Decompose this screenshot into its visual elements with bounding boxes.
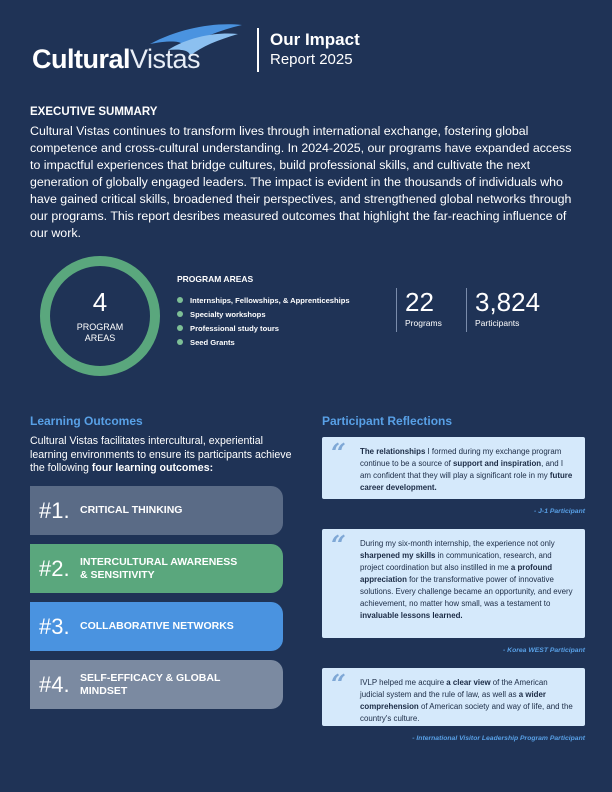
- stat-divider: [466, 288, 467, 332]
- quote-bold: invaluable lessons learned.: [360, 611, 463, 620]
- outcome-label: [80, 504, 182, 517]
- executive-summary-body: Cultural Vistas continues to transform lives through international exchange, fostering global competence and cross-cultural understanding. In 2024-2025, our programs have expanded access to impactful experiences that bridge cultures, build professional skills, and cultivate the next generation of globally engaged leaders. The impact is evident in the thousands of individuals who have gained critical skills, broadened their perspectives, and strengthened global networks through our programs. This report desribes measured outcomes that highlight the far-reaching influence of our work.: [30, 124, 572, 240]
- learning-outcomes-intro: [30, 435, 292, 476]
- participant-reflections-heading: Participant Reflections: [322, 414, 453, 428]
- list-item: [177, 335, 350, 349]
- quote-span: of American society and way of life, and the country's culture.: [360, 702, 573, 723]
- list-item: [177, 307, 350, 321]
- quote-span: During my six-month internship, the experience not only: [360, 539, 555, 548]
- quote-mark-icon: “: [331, 531, 346, 561]
- outcome-label-line1: CRITICAL THINKING: [80, 504, 183, 516]
- outcome-card-1: [30, 486, 283, 535]
- bullet-dot-icon: [177, 339, 183, 345]
- quote-bold: a profound appreciation: [360, 563, 553, 584]
- stat-participants-value: 3,824: [475, 287, 541, 317]
- intro-bold-text: four learning outcomes:: [91, 462, 214, 474]
- quote-bold: a wider comprehension: [360, 690, 546, 711]
- quote-attribution-2: - Korea WEST Participant: [503, 647, 585, 654]
- outcome-number: #3.: [39, 613, 70, 639]
- quote-bold: The relationships: [360, 447, 426, 456]
- ring-label-line1: PROGRAM: [76, 322, 124, 332]
- outcome-number: #4.: [39, 671, 70, 697]
- outcome-label-line1: INTERCULTURAL AWARENESS: [80, 555, 238, 568]
- list-item: [177, 293, 350, 307]
- quote-box-1: [322, 437, 585, 499]
- stat-programs-label: Programs: [405, 318, 442, 328]
- outcome-label-line2: & SENSITIVITY: [80, 568, 155, 581]
- header-divider: [257, 28, 259, 72]
- outcome-number: #2.: [39, 555, 70, 581]
- program-area-label: Seed Grants: [190, 337, 235, 347]
- quote-attribution-1: - J-1 Participant: [534, 508, 585, 515]
- logo-word-cultural: Cultural: [32, 44, 131, 74]
- program-area-label: Specialty workshops: [190, 309, 266, 319]
- outcome-label: [80, 620, 234, 633]
- quote-text: [360, 677, 573, 725]
- cultural-vistas-logo: [30, 22, 250, 77]
- outcome-card-2: [30, 544, 283, 593]
- learning-outcomes-heading: Learning Outcomes: [30, 414, 143, 428]
- quote-text: [360, 446, 573, 494]
- quote-span: of the American judicial system and the rule of law, as well as: [360, 678, 548, 699]
- quote-span: I formed during my exchange program continue to be a source of: [360, 447, 562, 468]
- quote-bold: support and inspiration: [453, 459, 542, 468]
- ring-label-line2: AREAS: [84, 333, 116, 343]
- quote-bold: a clear view: [446, 678, 491, 687]
- bullet-dot-icon: [177, 325, 183, 331]
- bullet-dot-icon: [177, 311, 183, 317]
- ring-label: [50, 322, 150, 344]
- quote-attribution-3: - International Visitor Leadership Program Participant: [412, 735, 585, 742]
- logo-word-vistas: Vistas: [130, 44, 201, 74]
- quote-mark-icon: “: [331, 439, 346, 469]
- logo-wordmark: [32, 44, 200, 75]
- page-subtitle: Report 2025: [270, 51, 353, 68]
- outcome-label: [80, 672, 220, 698]
- outcome-label-line2: MINDSET: [80, 684, 128, 697]
- program-areas-list: [177, 293, 350, 349]
- quote-span: , and I am confident that they will play a significant role in my: [360, 459, 564, 480]
- quote-text: [360, 538, 573, 622]
- program-areas-ring: [40, 256, 160, 376]
- quote-span: IVLP helped me acquire: [360, 678, 447, 687]
- list-item: [177, 321, 350, 335]
- ring-number: 4: [92, 287, 108, 317]
- program-area-label: Professional study tours: [190, 323, 280, 333]
- stat-divider: [396, 288, 397, 332]
- quote-box-3: [322, 668, 585, 726]
- outcome-label-line1: SELF-EFFICACY & GLOBAL: [80, 671, 221, 684]
- quote-span: for the transformative power of innovative solutions. Every challenge became an opportunity, and every achievement, no matter how small, was a testament to: [360, 575, 573, 608]
- outcome-label: [80, 556, 237, 582]
- quote-bold: sharpened my skills: [360, 551, 436, 560]
- quote-box-2: [322, 529, 585, 638]
- intro-text: Cultural Vistas facilitates intercultural, experiential learning environments to ensure its participants achieve the following: [30, 435, 292, 474]
- outcome-card-3: [30, 602, 283, 651]
- page-title: Our Impact: [270, 30, 360, 49]
- outcome-card-4: [30, 660, 283, 709]
- quote-bold: future career development.: [360, 471, 573, 492]
- quote-span: in communication, research, and project coordination but also instilled in me: [360, 551, 552, 572]
- bullet-dot-icon: [177, 297, 183, 303]
- outcome-label-line1: COLLABORATIVE NETWORKS: [80, 620, 234, 632]
- stat-participants-label: Participants: [475, 318, 520, 328]
- stat-programs-value: 22: [405, 287, 434, 317]
- executive-summary-heading: EXECUTIVE SUMMARY: [30, 106, 158, 118]
- outcome-number: #1.: [39, 497, 70, 523]
- quote-mark-icon: “: [331, 670, 346, 700]
- program-areas-heading: PROGRAM AREAS: [177, 274, 254, 284]
- program-area-label: Internships, Fellowships, & Apprenticeships: [190, 295, 350, 305]
